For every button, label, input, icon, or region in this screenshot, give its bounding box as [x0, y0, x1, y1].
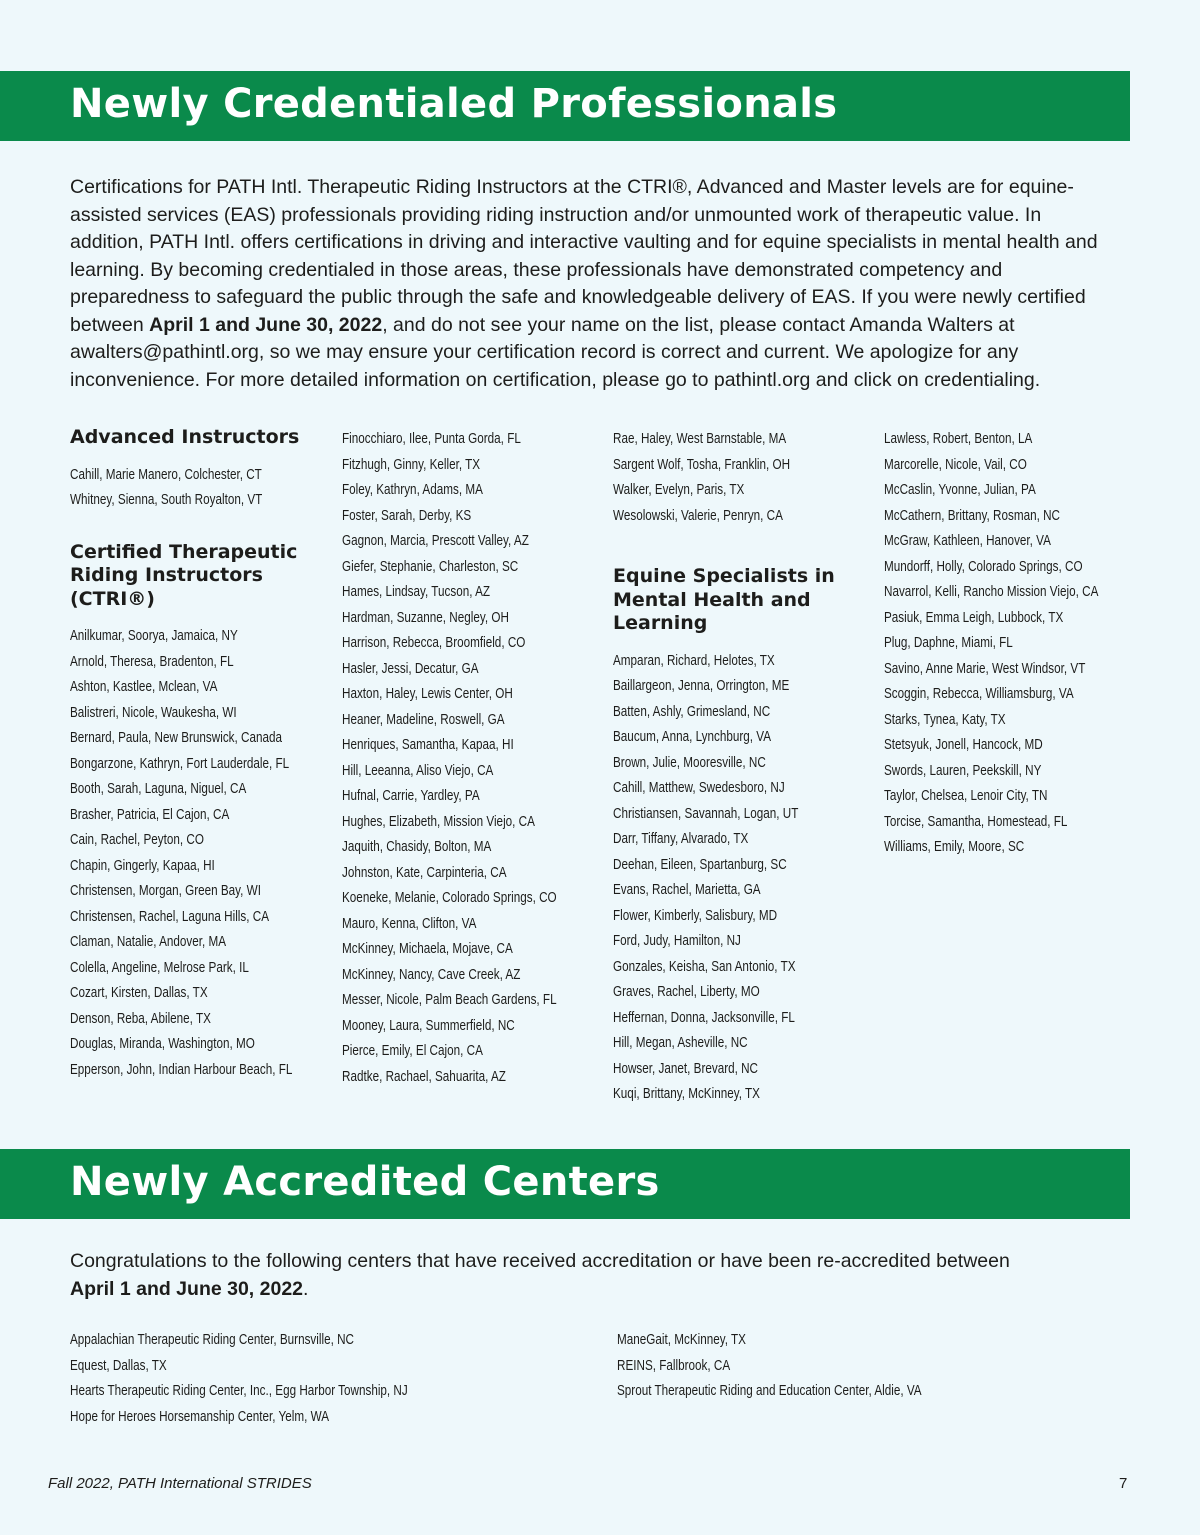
name-item: Koeneke, Melanie, Colorado Springs, CO	[342, 889, 557, 906]
section-title-accredited: Newly Accredited Centers	[70, 1159, 660, 1205]
name-item: Ashton, Kastlee, Mclean, VA	[70, 678, 218, 695]
center-item: Sprout Therapeutic Riding and Education Center, Aldie, VA	[617, 1382, 922, 1400]
name-item: Booth, Sarah, Laguna, Niguel, CA	[70, 780, 247, 797]
name-item: Hill, Leeanna, Aliso Viejo, CA	[342, 761, 494, 779]
name-item: Whitney, Sienna, South Royalton, VT	[70, 491, 263, 508]
page-number: 7	[1119, 1475, 1128, 1492]
name-item: Cahill, Marie Manero, Colchester, CT	[70, 465, 262, 483]
name-item: Hames, Lindsay, Tucson, AZ	[342, 583, 491, 600]
center-item: Equest, Dallas, TX	[70, 1356, 167, 1374]
name-item: Jaquith, Chasidy, Bolton, MA	[342, 838, 492, 855]
name-item: Foley, Kathryn, Adams, MA	[342, 481, 483, 498]
name-item: Hughes, Elizabeth, Mission Viejo, CA	[342, 812, 535, 830]
ctri-list-col3	[613, 426, 868, 528]
name-item: Pasiuk, Emma Leigh, Lubbock, TX	[884, 608, 1064, 626]
name-item: Mauro, Kenna, Clifton, VA	[342, 914, 477, 932]
center-item: Hope for Heroes Horsemanship Center, Yelm, WA	[70, 1408, 330, 1426]
ctri-heading-line2: Riding Instructors	[70, 564, 263, 586]
name-item: Taylor, Chelsea, Lenoir City, TN	[884, 787, 1048, 804]
name-item: Anilkumar, Soorya, Jamaica, NY	[70, 627, 238, 644]
name-item: Balistreri, Nicole, Waukesha, WI	[70, 703, 237, 721]
name-item: Howser, Janet, Brevard, NC	[613, 1059, 759, 1077]
name-item: Savino, Anne Marie, West Windsor, VT	[884, 659, 1086, 677]
name-item: Amparan, Richard, Helotes, TX	[613, 651, 775, 669]
esmhl-list-col4	[884, 426, 1139, 860]
name-item: Arnold, Theresa, Bradenton, FL	[70, 652, 234, 670]
names-column-2	[342, 426, 597, 1089]
centers-list-right	[617, 1327, 1008, 1404]
accredited-intro	[70, 1248, 1120, 1303]
name-item: Gagnon, Marcia, Prescott Valley, AZ	[342, 532, 529, 549]
name-item: McKinney, Michaela, Mojave, CA	[342, 940, 513, 957]
name-item: Kuqi, Brittany, McKinney, TX	[613, 1085, 760, 1102]
name-item: Brasher, Patricia, El Cajon, CA	[70, 805, 230, 823]
name-item: Douglas, Miranda, Washington, MO	[70, 1035, 255, 1052]
accredited-date-range: April 1 and June 30, 2022	[70, 1277, 304, 1300]
name-item: Williams, Emily, Moore, SC	[884, 838, 1025, 855]
intro-date-range: April 1 and June 30, 2022	[149, 313, 383, 336]
ctri-list-col1	[70, 623, 325, 1082]
name-item: McCathern, Brittany, Rosman, NC	[884, 506, 1060, 524]
credentialed-intro	[70, 174, 1120, 394]
name-item: Haxton, Haley, Lewis Center, OH	[342, 685, 513, 702]
name-item: Bongarzone, Kathryn, Fort Lauderdale, FL	[70, 754, 290, 772]
intro-text-start: Certifications for PATH Intl. Therapeutic Riding Instructors at the CTRI®, Advanced and Master levels are for equine-assisted services (EAS) professionals providing riding instruction and/or unmounted work of therapeutic value. In addition, PATH Intl. offers certifications in driving and interactive vaulting and for equine specialists in mental health and learning. By becoming credentialed in those areas, these professionals have demonstrated competency and preparedness to safeguard the public through the safe and knowledgeable delivery of EAS. If you were newly certified between	[70, 176, 1098, 336]
name-item: Christiansen, Savannah, Logan, UT	[613, 804, 799, 822]
name-item: Johnston, Kate, Carpinteria, CA	[342, 863, 507, 881]
name-item: Marcorelle, Nicole, Vail, CO	[884, 455, 1027, 473]
name-item: Ford, Judy, Hamilton, NJ	[613, 932, 741, 949]
name-item: Hardman, Suzanne, Negley, OH	[342, 608, 509, 626]
name-item: Plug, Daphne, Miami, FL	[884, 634, 1013, 651]
name-item: Darr, Tiffany, Alvarado, TX	[613, 830, 749, 847]
name-item: Mooney, Laura, Summerfield, NC	[342, 1016, 515, 1034]
footer-publication: Fall 2022, PATH International STRIDES	[48, 1475, 312, 1492]
name-item: Hufnal, Carrie, Yardley, PA	[342, 787, 480, 804]
ctri-heading-line3: (CTRI®)	[70, 587, 155, 610]
esmhl-heading-line1: Equine Specialists in	[613, 565, 835, 587]
names-column-4	[884, 426, 1139, 860]
name-item: Scoggin, Rebecca, Williamsburg, VA	[884, 685, 1074, 702]
name-item: Cozart, Kirsten, Dallas, TX	[70, 984, 208, 1001]
ctri-heading	[70, 541, 325, 612]
name-item: Christensen, Morgan, Green Bay, WI	[70, 882, 261, 899]
esmhl-heading	[613, 565, 868, 636]
name-item: Stetsyuk, Jonell, Hancock, MD	[884, 736, 1043, 753]
name-item: Graves, Rachel, Liberty, MO	[613, 983, 760, 1000]
section-title-credentialed: Newly Credentialed Professionals	[70, 81, 838, 127]
name-item: Evans, Rachel, Marietta, GA	[613, 881, 761, 898]
name-item: Heaner, Madeline, Roswell, GA	[342, 710, 505, 728]
name-item: Colella, Angeline, Melrose Park, IL	[70, 958, 249, 976]
centers-list-left	[70, 1327, 503, 1430]
name-item: Wesolowski, Valerie, Penryn, CA	[613, 506, 783, 524]
esmhl-heading-line2: Mental Health and	[613, 588, 811, 611]
name-item: Swords, Lauren, Peekskill, NY	[884, 761, 1042, 779]
advanced-instructors-list	[70, 462, 325, 513]
name-item: Heffernan, Donna, Jacksonville, FL	[613, 1008, 795, 1026]
name-item: Christensen, Rachel, Laguna Hills, CA	[70, 907, 269, 925]
name-item: McGraw, Kathleen, Hanover, VA	[884, 532, 1051, 549]
name-item: Fitzhugh, Ginny, Keller, TX	[342, 455, 481, 473]
name-item: McCaslin, Yvonne, Julian, PA	[884, 481, 1036, 498]
name-item: Cain, Rachel, Peyton, CO	[70, 831, 204, 848]
name-item: Torcise, Samantha, Homestead, FL	[884, 812, 1068, 830]
name-item: Chapin, Gingerly, Kapaa, HI	[70, 856, 215, 874]
name-item: Mundorff, Holly, Colorado Springs, CO	[884, 557, 1083, 575]
name-item: Baillargeon, Jenna, Orrington, ME	[613, 677, 790, 694]
name-item: Epperson, John, Indian Harbour Beach, FL	[70, 1060, 293, 1078]
name-item: Brown, Julie, Mooresville, NC	[613, 753, 766, 771]
name-item: Radtke, Rachael, Sahuarita, AZ	[342, 1067, 506, 1085]
name-item: Cahill, Matthew, Swedesboro, NJ	[613, 779, 785, 796]
name-item: Lawless, Robert, Benton, LA	[884, 430, 1033, 447]
name-item: Denson, Reba, Abilene, TX	[70, 1009, 211, 1027]
name-item: Harrison, Rebecca, Broomfield, CO	[342, 634, 526, 651]
accredited-intro-end: .	[303, 1277, 309, 1300]
name-item: Henriques, Samantha, Kapaa, HI	[342, 736, 514, 753]
center-item: ManeGait, McKinney, TX	[617, 1331, 746, 1348]
name-item: Flower, Kimberly, Salisbury, MD	[613, 906, 778, 924]
name-item: Pierce, Emily, El Cajon, CA	[342, 1042, 483, 1059]
center-item: Hearts Therapeutic Riding Center, Inc., Egg Harbor Township, NJ	[70, 1382, 408, 1400]
center-item: Appalachian Therapeutic Riding Center, Burnsville, NC	[70, 1331, 354, 1348]
name-item: Rae, Haley, West Barnstable, MA	[613, 430, 787, 447]
name-item: Navarrol, Kelli, Rancho Mission Viejo, CA	[884, 583, 1099, 600]
name-item: Hasler, Jessi, Decatur, GA	[342, 659, 479, 677]
name-item: Hill, Megan, Asheville, NC	[613, 1034, 748, 1051]
name-item: McKinney, Nancy, Cave Creek, AZ	[342, 965, 521, 983]
advanced-instructors-heading: Advanced Instructors	[70, 426, 300, 448]
name-item: Giefer, Stephanie, Charleston, SC	[342, 557, 519, 575]
center-item: REINS, Fallbrook, CA	[617, 1356, 731, 1374]
name-item: Deehan, Eileen, Spartanburg, SC	[613, 855, 787, 873]
name-item: Walker, Evelyn, Paris, TX	[613, 481, 745, 498]
section-banner-accredited	[0, 1149, 1130, 1219]
esmhl-list-col3	[613, 648, 868, 1107]
name-item: Batten, Ashly, Grimesland, NC	[613, 702, 771, 720]
name-item: Messer, Nicole, Palm Beach Gardens, FL	[342, 991, 557, 1008]
name-item: Finocchiaro, Ilee, Punta Gorda, FL	[342, 430, 521, 447]
ctri-heading-line1: Certified Therapeutic	[70, 540, 298, 563]
intro-text-end: , and do not see your name on the list, please contact Amanda Walters at awalters@pathintl.org, so we may ensure your certification record is correct and current. We apologize for any inconvenience. For more detailed information on certification, please go to pathintl.org and click on credentialing.	[70, 313, 1041, 391]
names-column-1	[70, 426, 325, 1082]
name-item: Sargent Wolf, Tosha, Franklin, OH	[613, 455, 791, 473]
name-item: Foster, Sarah, Derby, KS	[342, 506, 472, 524]
ctri-list-col2	[342, 426, 597, 1089]
name-item: Claman, Natalie, Andover, MA	[70, 933, 227, 950]
name-item: Bernard, Paula, New Brunswick, Canada	[70, 729, 283, 746]
accredited-intro-text: Congratulations to the following centers that have received accreditation or have been re-accredited between	[70, 1250, 1010, 1272]
name-item: Baucum, Anna, Lynchburg, VA	[613, 728, 772, 745]
name-item: Starks, Tynea, Katy, TX	[884, 710, 1006, 728]
names-column-3	[613, 426, 868, 1107]
esmhl-heading-line3: Learning	[613, 612, 708, 634]
section-banner-credentialed	[0, 71, 1130, 141]
name-item: Gonzales, Keisha, San Antonio, TX	[613, 957, 796, 975]
